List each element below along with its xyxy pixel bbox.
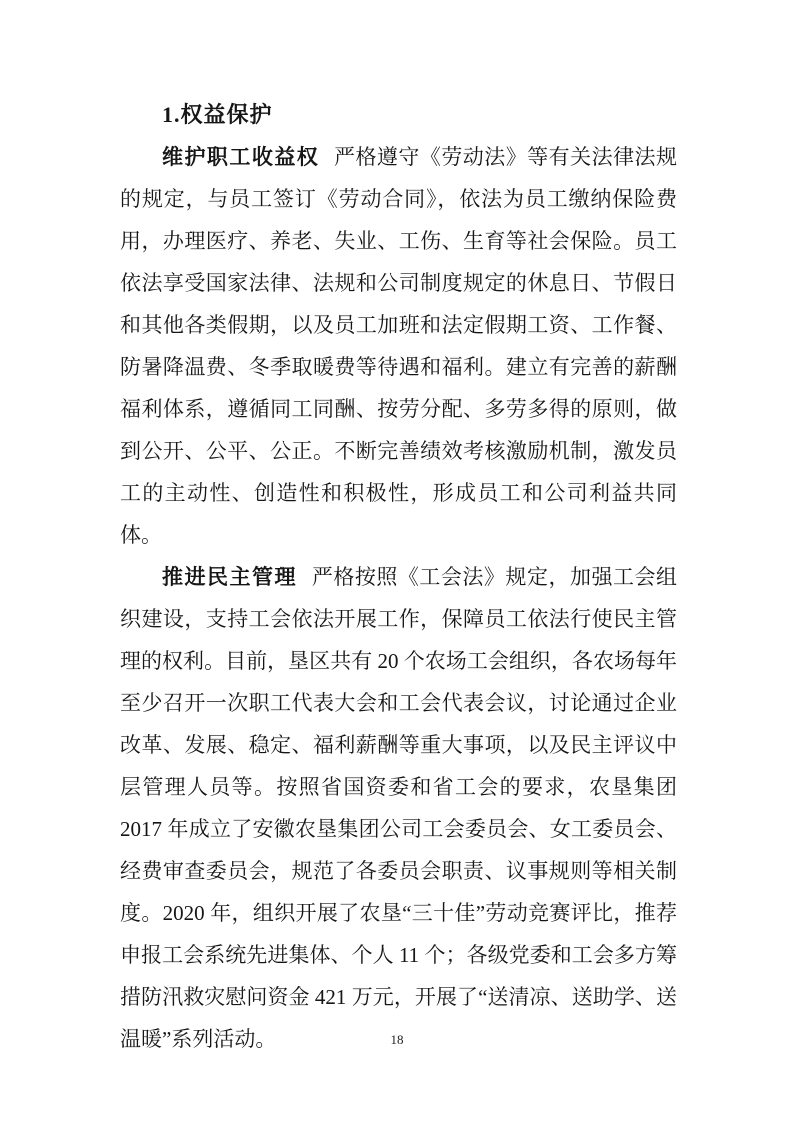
section-heading: 1.权益保护: [162, 102, 273, 127]
paragraph-lead-bold: 维护职工收益权: [162, 145, 320, 169]
paragraph-body-text: 严格按照《工会法》规定，加强工会组织建设，支持工会依法开展工作，保障员工依法行使民主管理的权利。目前，垦区共有 20 个农场工会组织，各农场每年至少召开一次职工代表大会和工会代表会议，讨论通过企业改革、发展、稳定、福利薪酬等重大事项，以及民主评议中层管理人员等。按照省国资委和省工会的要求，农垦集团 2017 年成立了安徽农垦集团公司工会委员会、女工委员会、经费审查委员会，规范了各委员会职责、议事规则等相关制度。2020 年，组织开展了农垦“三十佳”劳动竞赛评比，推荐申报工会系统先进集体、个人 11 个；各级党委和工会多方筹措防汛救灾慰问资金 421 万元，开展了“送清凉、送助学、送温暖”系列活动。: [120, 565, 678, 1051]
page-content: [120, 94, 677, 1060]
paragraph-rights-protection: [120, 136, 677, 556]
paragraph-lead-bold: 推进民主管理: [162, 565, 298, 589]
paragraph-body-text: 严格遵守《劳动法》等有关法律法规的规定，与员工签订《劳动合同》，依法为员工缴纳保险费用，办理医疗、养老、失业、工伤、生育等社会保险。员工依法享受国家法律、法规和公司制度规定的休息日、节假日和其他各类假期，以及员工加班和法定假期工资、工作餐、防暑降温费、冬季取暖费等待遇和福利。建立有完善的薪酬福利体系，遵循同工同酬、按劳分配、多劳多得的原则，做到公开、公平、公正。不断完善绩效考核激励机制，激发员工的主动性、创造性和积极性，形成员工和公司利益共同体。: [120, 145, 678, 547]
paragraph-democratic-management: [120, 556, 677, 1060]
page-number: 18: [390, 1032, 404, 1047]
